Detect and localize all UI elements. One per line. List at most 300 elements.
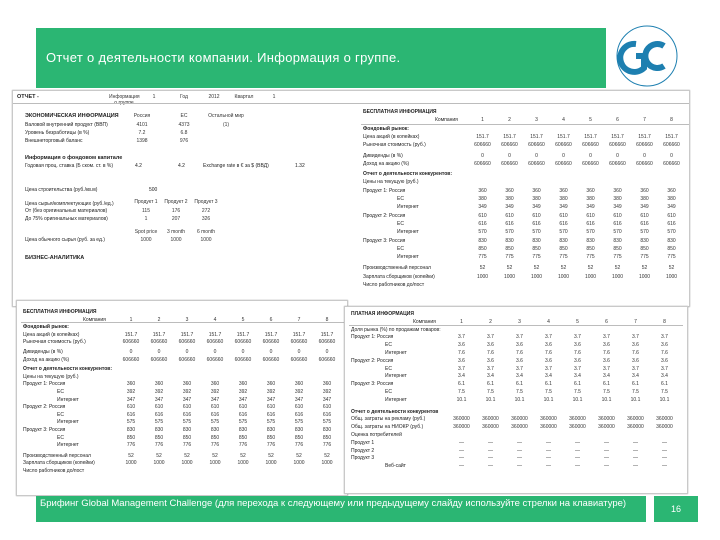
company-number: 1 (460, 318, 463, 325)
product-price-row-value: 850 (266, 434, 276, 441)
market-share-row-value: 7.5 (487, 389, 494, 395)
product-price-row-value: 616 (322, 411, 332, 418)
product-price-row-label: Интернет (57, 396, 79, 403)
market-row-value: 151.7 (208, 331, 222, 338)
market-row-value: 606660 (290, 339, 308, 346)
market-share-row-value: 3.4 (574, 373, 581, 380)
product-price-row-value: 392 (210, 389, 220, 395)
product-price-row-value: 575 (210, 419, 220, 426)
market-share-row-value: 3.7 (632, 334, 639, 341)
product-price-row-value: 360 (667, 187, 676, 194)
product-price-row-values (469, 229, 685, 235)
staff-row-values (469, 265, 685, 271)
quality-row-label: Продукт 3 (351, 455, 375, 462)
product-price-row-value: 349 (640, 204, 649, 211)
slide-header (0, 0, 720, 90)
company-number: 6 (269, 316, 273, 323)
competitors-title: Отчет о деятельности конкурентов: (23, 366, 113, 373)
staff-row-value: 1000 (293, 460, 305, 467)
product-price-row-value: 775 (478, 254, 487, 261)
market-share-row-value: 6.1 (516, 381, 523, 388)
company-number: 8 (663, 318, 666, 325)
product-price-row-value: 775 (667, 254, 676, 261)
company-number: 8 (325, 316, 329, 323)
dividend-row-value: 606660 (122, 356, 140, 363)
staff-row-label: Производственный персонал (23, 452, 91, 459)
econ-row-values (121, 138, 247, 144)
market-row-value: 151.7 (320, 331, 334, 338)
market-row-value: 151.7 (124, 331, 138, 338)
market-share-row-value: 3.6 (632, 342, 639, 349)
companies-label: Компания (83, 316, 106, 323)
product-price-row-value: 349 (586, 204, 595, 211)
product-price-row-value: 850 (126, 434, 136, 441)
market-share-row-values (447, 366, 679, 372)
product-price-row-value: 616 (532, 220, 541, 227)
market-row-values (469, 142, 685, 148)
quality-row-value: — (662, 439, 667, 446)
market-row-value: 151.7 (638, 133, 651, 140)
footer-bar (36, 496, 646, 522)
staff-row-value: 52 (184, 452, 190, 459)
product-price-row-values (469, 213, 685, 219)
product-price-row-value: 775 (640, 254, 649, 261)
quality-row-value: — (488, 439, 493, 446)
header-info-cell: Информация (109, 94, 140, 100)
quality-row-value: — (517, 455, 522, 462)
spot-value: 1000 (140, 237, 152, 243)
quality-row-value: — (546, 439, 551, 446)
staff-row-values (117, 460, 341, 466)
staff-row-value: 1000 (237, 460, 249, 467)
dividend-row-value: 0 (562, 152, 565, 159)
product-price-row-label: ЕС (57, 434, 64, 441)
staff-row-value: 1000 (638, 273, 651, 280)
market-row-value: 606660 (582, 142, 599, 149)
market-share-row-value: 7.6 (661, 350, 668, 356)
product-price-row-values (469, 196, 685, 202)
product-price-row-label: Продукт 1: Россия (363, 187, 406, 194)
product-price-row-value: 776 (266, 442, 276, 449)
econ-row-values (121, 122, 247, 128)
product-price-row-label: Интернет (397, 229, 419, 236)
market-share-row-value: 3.6 (661, 357, 668, 364)
product-price-row-value: 830 (505, 237, 514, 244)
market-share-row-label: ЕС (385, 389, 392, 395)
header-info-cell: 2012 (208, 94, 220, 100)
quality-row-value: — (633, 439, 638, 446)
market-share-row-values (447, 381, 679, 387)
product-price-row-values (117, 404, 341, 410)
fin-val-1: 4.2 (135, 163, 142, 169)
dividend-row-label: Доход на акцию (%) (23, 356, 70, 363)
cost-label: Цена строительства (руб./кв.м) (25, 187, 98, 193)
product-price-row-value: 360 (640, 187, 649, 194)
report-sheet-right (344, 306, 688, 494)
product-price-row-value: 380 (505, 196, 514, 202)
paid-info-title: ПЛАТНАЯ ИНФОРМАЦИЯ (351, 311, 414, 317)
market-row-value: 606660 (318, 339, 336, 346)
market-share-row-value: 3.7 (545, 365, 552, 372)
product-price-row-label: ЕС (397, 196, 404, 202)
dividend-row-value: 606660 (318, 356, 336, 363)
staff-row-value: 52 (668, 265, 675, 272)
market-row-value: 606660 (609, 142, 626, 149)
market-share-row-values (447, 350, 679, 356)
company-number: 5 (241, 316, 245, 323)
market-share-row-value: 10.1 (630, 396, 641, 403)
staff-row-value: 52 (587, 265, 594, 272)
market-share-row-value: 3.7 (516, 334, 523, 341)
product-price-row-values (469, 238, 685, 244)
product-price-row-value: 775 (505, 254, 514, 261)
staff-row-value: 1000 (611, 273, 624, 280)
dividend-row-value: 0 (297, 349, 301, 355)
product-price-row-value: 360 (586, 187, 595, 194)
product-price-row-value: 570 (532, 229, 541, 236)
product-price-row-label: Интернет (397, 254, 419, 261)
product-price-row-label: Интернет (57, 442, 79, 449)
product-price-row-value: 616 (640, 220, 649, 227)
market-row-value: 151.7 (476, 133, 489, 140)
materials-col-header: Продукт 2 (164, 199, 188, 205)
quality-row-label: Веб-сайт (385, 463, 406, 470)
staff-row-value: 52 (324, 452, 330, 459)
product-price-row-value: 775 (532, 254, 541, 261)
product-price-row-value: 616 (478, 220, 487, 227)
market-row-label: Цена акций (в копейках) (363, 133, 420, 140)
spend-row-value: 360000 (569, 416, 586, 423)
econ-value (205, 138, 247, 144)
dividend-row-value: 606660 (150, 356, 168, 363)
market-share-row-value: 3.7 (661, 334, 668, 341)
quality-row-value: — (517, 439, 522, 446)
company-number: 1 (481, 117, 484, 124)
market-row-value: 606660 (501, 142, 518, 149)
dividend-row-value: 0 (213, 349, 217, 355)
product-price-row-values (117, 389, 341, 395)
spend-row-label: Общ. затраты на НИОКР (руб.) (351, 424, 424, 431)
market-share-row-value: 3.4 (487, 373, 494, 380)
product-price-row-value: 776 (322, 442, 332, 449)
market-share-row-value: 7.5 (603, 389, 610, 395)
report-sheet-left (16, 300, 348, 496)
market-share-row-value: 6.1 (603, 381, 610, 388)
product-price-row-value: 392 (294, 389, 304, 395)
dividend-row-label: Дивиденды (в %) (23, 349, 63, 355)
quality-row-value: — (575, 463, 580, 470)
competitors-title: Отчет о деятельности конкурентов: (363, 171, 453, 178)
market-row-value: 151.7 (503, 133, 516, 140)
header-info-cell: Квартал (234, 94, 254, 100)
slide-title: Отчет о деятельности компании. Информация о группе. (46, 50, 401, 65)
market-share-row-label: Интернет (385, 396, 407, 403)
quality-row-value: — (662, 455, 667, 462)
product-price-row-value: 392 (266, 389, 276, 395)
staff-row-value: 52 (560, 265, 567, 272)
market-share-row-value: 7.6 (487, 350, 494, 356)
product-price-row-value: 575 (126, 419, 136, 426)
product-price-row-value: 610 (532, 212, 541, 219)
product-price-row-value: 380 (640, 196, 649, 202)
quality-row-value: — (546, 463, 551, 470)
materials-row-label: До 75% оригинальных материалов) (25, 216, 108, 222)
product-price-row-value: 570 (613, 229, 622, 236)
market-title: Фондовый рынок: (23, 324, 69, 331)
market-share-row-label: Интернет (385, 350, 407, 356)
product-price-row-value: 360 (613, 187, 622, 194)
report-header-info (109, 94, 289, 106)
staff-row-value: 52 (533, 265, 540, 272)
market-row-values (117, 339, 341, 345)
product-price-row-value: 610 (294, 404, 304, 411)
product-price-row-values (117, 419, 341, 425)
market-row-value: 606660 (150, 339, 168, 346)
quality-row-values (447, 455, 679, 461)
market-share-row-label: Продукт 3: Россия (351, 381, 394, 388)
materials-row-values (131, 216, 221, 222)
market-share-row-value: 3.4 (516, 373, 523, 380)
market-row-value: 606660 (122, 339, 140, 346)
product-price-row-value: 610 (266, 404, 276, 411)
staff-row-value: 1000 (665, 273, 678, 280)
product-price-row-value: 850 (182, 434, 192, 441)
product-price-row-value: 830 (667, 237, 676, 244)
company-number: 3 (518, 318, 521, 325)
product-price-row-value: 616 (238, 411, 248, 418)
market-row-value: 606660 (262, 339, 280, 346)
spend-row-values (447, 416, 679, 422)
quality-row-label: Продукт 2 (351, 447, 375, 454)
staff-row-values (117, 453, 341, 459)
fin-label: Годовая проц. ставка (Б ском. ст. в %) (25, 163, 114, 169)
dividend-row-values (117, 349, 341, 355)
product-price-row-value: 775 (613, 254, 622, 261)
product-price-row-value: 830 (266, 427, 276, 433)
econ-value: 6.8 (180, 130, 188, 136)
cost-val: 500 (149, 187, 158, 193)
company-number: 4 (547, 318, 550, 325)
market-row-value: 151.7 (557, 133, 570, 140)
spot-vals (131, 237, 221, 243)
staff-row-value: 1000 (125, 460, 137, 467)
product-price-row-value: 850 (613, 245, 622, 252)
product-price-row-value: 360 (559, 187, 568, 194)
product-price-row-value: 360 (505, 187, 514, 194)
market-share-row-value: 3.6 (458, 357, 465, 364)
spend-row-value: 360000 (511, 416, 528, 423)
market-share-row-value: 10.1 (601, 396, 612, 403)
fin-extra-val: 1.32 (295, 163, 305, 169)
product-price-row-value: 610 (667, 212, 676, 219)
spot-col-header: 6 month (196, 229, 216, 235)
product-price-row-label: Продукт 1: Россия (23, 381, 66, 388)
market-share-row-value: 3.7 (458, 334, 465, 341)
spot-col-header: 3 month (166, 229, 186, 235)
product-price-row-value: 570 (667, 229, 676, 236)
quality-row-value: — (575, 439, 580, 446)
fin-title: Информация о фондовом капитале (25, 155, 123, 161)
market-share-row-values (447, 373, 679, 379)
other-title: Отчет о деятельности конкурентов (351, 408, 439, 415)
market-share-row-value: 7.5 (632, 389, 639, 395)
spend-row-value: 360000 (482, 416, 499, 423)
product-price-row-value: 360 (322, 381, 332, 388)
market-share-row-values (447, 389, 679, 395)
product-price-row-value: 830 (182, 427, 192, 433)
spend-row-value: 360000 (482, 424, 499, 431)
spend-row-value: 360000 (569, 424, 586, 431)
quality-row-value: — (459, 463, 464, 470)
market-row-value: 606660 (206, 339, 224, 346)
product-price-row-value: 850 (586, 245, 595, 252)
product-price-row-value: 850 (505, 245, 514, 252)
dividend-row-values (469, 161, 685, 167)
company-number: 7 (643, 117, 646, 124)
product-price-row-value: 380 (613, 196, 622, 202)
company-number: 3 (535, 117, 538, 124)
spend-row-label: Общ. затраты на рекламу (руб.) (351, 416, 426, 423)
product-price-row-value: 575 (294, 419, 304, 426)
market-share-row-value: 3.7 (574, 365, 581, 372)
dividend-row-value: 0 (589, 152, 592, 159)
market-row-value: 151.7 (611, 133, 624, 140)
quality-row-value: — (604, 455, 609, 462)
market-share-row-value: 10.1 (514, 396, 525, 403)
product-price-row-value: 380 (532, 196, 541, 202)
product-price-row-value: 616 (154, 411, 164, 418)
staff-row-value: 52 (268, 452, 274, 459)
product-price-row-value: 850 (154, 434, 164, 441)
product-price-row-value: 830 (613, 237, 622, 244)
company-number: 4 (213, 316, 217, 323)
product-price-row-value: 360 (154, 381, 164, 388)
competitors-subtitle: Цены на текущую (руб.) (23, 373, 79, 380)
econ-value (205, 130, 247, 136)
quality-title: Оценка потребителей (351, 432, 402, 438)
report-header-left: ОТЧЕТ - (17, 94, 39, 100)
quality-row-label: Продукт 1 (351, 439, 375, 446)
econ-row-label: Уровень безработицы (в %) (25, 130, 90, 136)
dividend-row-value: 0 (241, 349, 245, 355)
market-share-row-value: 3.4 (458, 373, 465, 380)
staff-row-value: 1000 (265, 460, 277, 467)
product-price-row-value: 850 (532, 245, 541, 252)
market-row-value: 151.7 (180, 331, 194, 338)
company-number: 2 (508, 117, 511, 124)
spot-label: Цена обычного сырья (руб. за ед.) (25, 237, 105, 243)
product-price-row-label: ЕС (57, 389, 64, 395)
product-price-row-value: 610 (238, 404, 248, 411)
fin-val-2: 4.2 (178, 163, 185, 169)
dividend-row-value: 0 (185, 349, 189, 355)
quality-row-value: — (459, 439, 464, 446)
product-price-row-values (469, 221, 685, 227)
quality-row-value: — (546, 447, 551, 454)
market-share-row-value: 7.5 (458, 389, 465, 395)
product-price-row-value: 776 (154, 442, 164, 449)
dividend-row-value: 0 (157, 349, 161, 355)
companies-label: Компания (413, 318, 436, 325)
spend-row-values (447, 424, 679, 430)
dividend-row-values (117, 357, 341, 363)
product-price-row-value: 616 (559, 220, 568, 227)
market-row-value: 606660 (636, 142, 653, 149)
market-share-row-value: 3.6 (545, 357, 552, 364)
product-price-row-value: 616 (667, 220, 676, 227)
market-share-row-value: 3.7 (487, 334, 494, 341)
product-price-row-value: 610 (478, 212, 487, 219)
product-price-row-value: 830 (559, 237, 568, 244)
spend-row-value: 360000 (453, 424, 470, 431)
market-share-row-value: 6.1 (574, 381, 581, 388)
product-price-row-value: 830 (210, 427, 220, 433)
product-price-row-value: 616 (586, 220, 595, 227)
product-price-row-value: 575 (154, 419, 164, 426)
spend-row-value: 360000 (540, 416, 557, 423)
quality-row-value: — (459, 447, 464, 454)
market-share-row-value: 10.1 (572, 396, 583, 403)
product-price-row-value: 850 (210, 434, 220, 441)
product-price-row-values (117, 435, 341, 441)
market-row-label: Цена акций (в копейках) (23, 331, 80, 338)
materials-row-values (131, 208, 221, 214)
market-row-value: 606660 (234, 339, 252, 346)
market-row-values (117, 332, 341, 338)
spot-value: 1000 (200, 237, 212, 243)
quality-row-value: — (633, 447, 638, 454)
materials-title: Цена сырья/комплектующих (руб./ед.) (25, 201, 114, 207)
product-price-row-values (469, 254, 685, 260)
market-share-row-values (447, 397, 679, 403)
market-share-row-value: 10.1 (456, 396, 467, 403)
product-price-row-value: 610 (210, 404, 220, 411)
materials-value: 176 (171, 208, 181, 214)
market-share-row-value: 6.1 (487, 381, 494, 388)
materials-col-header: Продукт 3 (194, 199, 218, 205)
market-share-row-value: 3.7 (661, 365, 668, 372)
product-price-row-value: 610 (322, 404, 332, 411)
product-price-row-values (117, 397, 341, 403)
staff-row-label: Зарплата сборщиков (копейки) (363, 273, 435, 280)
footer-text: Брифинг Global Management Challenge (для перехода к следующему или предыдущему слайду используйте стрелки на клавиатуре) (40, 498, 627, 509)
market-share-row-value: 3.7 (603, 334, 610, 341)
product-price-row-values (117, 442, 341, 448)
market-share-row-value: 3.7 (545, 334, 552, 341)
dividend-row-value: 606660 (262, 356, 280, 363)
product-price-row-value: 347 (154, 396, 164, 403)
product-price-row-value: 776 (210, 442, 220, 449)
product-price-row-value: 360 (126, 381, 136, 388)
competitors-subtitle: Цены на текущую (руб.) (363, 179, 419, 186)
econ-row-values (121, 130, 247, 136)
product-price-row-value: 575 (182, 419, 192, 426)
market-title: Фондовый рынок: (363, 125, 409, 132)
market-row-value: 151.7 (584, 133, 597, 140)
market-share-row-value: 7.6 (516, 350, 523, 356)
dividend-row-value: 0 (325, 349, 329, 355)
market-share-row-value: 3.6 (458, 342, 465, 349)
materials-value: 207 (171, 216, 181, 222)
company-number: 5 (576, 318, 579, 325)
company-number: 2 (157, 316, 161, 323)
product-price-row-value: 392 (182, 389, 192, 395)
product-price-row-label: Продукт 2: Россия (363, 212, 406, 219)
product-price-row-values (117, 412, 341, 418)
market-row-value: 151.7 (264, 331, 278, 338)
product-price-row-value: 850 (322, 434, 332, 441)
dividend-row-value: 606660 (636, 160, 653, 167)
